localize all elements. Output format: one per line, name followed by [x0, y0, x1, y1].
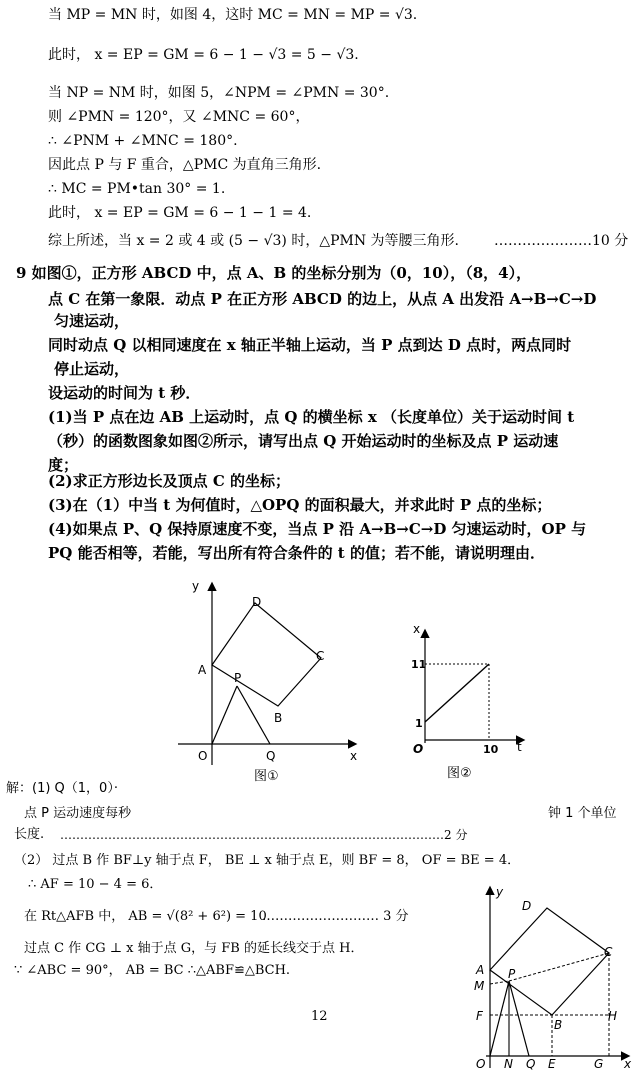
tick-1: 1 [415, 717, 423, 730]
solution-line: ∴ MC = PM•tan 30° = 1. [48, 181, 226, 197]
solution-line: 当 NP = NM 时，如图 5，∠NPM = ∠PMN = 30°. [48, 85, 390, 101]
figure-1 [170, 570, 370, 785]
label-e: E [548, 1057, 556, 1070]
problem-line: (4)如果点 P、Q 保持原速度不变，当点 P 沿 A→B→C→D 匀速运动时，OP 与 [48, 520, 587, 538]
segment-pq [237, 686, 270, 744]
label-y: y [192, 579, 200, 593]
label-o: O [476, 1057, 486, 1070]
label-q: Q [526, 1057, 536, 1070]
label-m: M [474, 979, 485, 993]
answer-line: ∵ ∠ABC = 90°， AB = BC ∴△ABF≌△BCH. [14, 963, 291, 978]
label-f: F [476, 1009, 483, 1023]
answer-line: 点 P 运动速度每秒 [24, 806, 132, 821]
answer-line: 在 Rt△AFB 中， AB = √(8² + 6²) = 10 [24, 909, 267, 924]
problem-line: 停止运动， [54, 360, 130, 378]
segment-op [212, 686, 237, 744]
problem-line: 9 如图①，正方形 ABCD 中，点 A、B 的坐标分别为（0，10），（8，4）， [16, 264, 532, 282]
label-h: H [608, 1009, 618, 1023]
solution-line: ∴ ∠PNM + ∠MNC = 180°. [48, 133, 238, 149]
answer-line: 钟 1 个单位 [548, 806, 617, 821]
label-b: B [274, 711, 283, 725]
solution-line: 当 MP = MN 时，如图 4，这时 MC = MN = MP = √3. [48, 7, 418, 23]
problem-line: （秒）的函数图象如图②所示，请写出点 Q 开始运动时的坐标及点 P 运动速 [48, 432, 559, 450]
problem-line: 度； [48, 456, 79, 474]
problem-line: 点 C 在第一象限．动点 P 在正方形 ABCD 的边上，从点 A 出发沿 A→B→C→D [48, 290, 597, 308]
answer-line: 长度. [14, 827, 45, 842]
figure-1-caption: 图① [254, 769, 279, 784]
label-y: y [496, 885, 504, 899]
label-p: P [234, 671, 242, 685]
answer-line: （2） 过点 B 作 BF⊥y 轴于点 F， BE ⊥ x 轴于点 E，则 BF = 8， OF = BE = 4． [14, 853, 521, 868]
label-d: D [252, 595, 262, 609]
figure-3 [466, 884, 636, 1070]
figure-2-caption: 图② [447, 766, 472, 780]
label-x: x [413, 622, 421, 636]
problem-line: (3)在（1）中当 t 为何值时，△OPQ 的面积最大，并求此时 P 点的坐标； [48, 496, 552, 514]
tick-11: 11 [411, 658, 427, 671]
problem-line: (2)求正方形边长及顶点 C 的坐标； [48, 472, 291, 490]
label-o: O [413, 742, 424, 756]
problem-line: PQ 能否相等，若能，写出所有符合条件的 t 的值；若不能，请说明理由． [48, 544, 545, 562]
solution-line: 则 ∠PMN = 120°，又 ∠MNC = 60°， [48, 109, 310, 125]
figure-2 [405, 615, 535, 780]
label-a: A [198, 663, 207, 677]
label-c: C [316, 649, 325, 663]
solution-line: 此时， x = EP = GM = 6 − 1 − √3 = 5 − √3. [48, 47, 359, 63]
page-number: 12 [311, 1009, 328, 1024]
problem-line: 匀速运动， [54, 312, 130, 330]
graph-line [425, 664, 489, 722]
score-marker: …………………10 分 [494, 233, 629, 249]
answer-line: 过点 C 作 CG ⊥ x 轴于点 G，与 FB 的延长线交于点 H． [24, 941, 364, 956]
tick-10: 10 [483, 743, 499, 756]
solution-line: 因此点 P 与 F 重合，△PMC 为直角三角形. [48, 157, 322, 173]
label-c: C [604, 945, 613, 959]
label-o: O [198, 749, 208, 763]
label-d: D [522, 899, 532, 913]
solution-line: 此时， x = EP = GM = 6 − 1 − 1 = 4. [48, 205, 312, 221]
label-x: x [350, 749, 358, 763]
label-n: N [504, 1057, 513, 1070]
label-p: P [508, 967, 516, 981]
segment-pq [509, 981, 529, 1056]
problem-line: 设运动的时间为 t 秒． [48, 384, 201, 402]
label-a: A [476, 963, 485, 977]
label-b: B [554, 1018, 563, 1032]
solution-line: 综上所述，当 x = 2 或 4 或 (5 − √3) 时，△PMN 为等腰三角形. [48, 233, 460, 249]
answer-line: 解：(1) Q（1，0）· [6, 781, 118, 796]
score-marker: ……………………… 3 分 [262, 909, 409, 924]
square-abcd [490, 908, 609, 1015]
segment-op [490, 981, 509, 1056]
label-t: t [517, 740, 522, 754]
problem-line: 同时动点 Q 以相同速度在 x 轴正半轴上运动，当 P 点到达 D 点时，两点同时 [48, 336, 572, 354]
score-marker: ……………………………………………………………………………………2 分 [60, 828, 468, 842]
answer-line: ∴ AF = 10 − 4 = 6． [28, 877, 163, 892]
label-x: x [624, 1057, 632, 1070]
dashed-m [490, 981, 509, 984]
problem-line: (1)当 P 点在边 AB 上运动时，点 Q 的横坐标 x （长度单位）关于运动时间 t [48, 408, 575, 426]
label-g: G [594, 1057, 604, 1070]
label-q: Q [266, 749, 276, 763]
square-abcd [212, 603, 321, 706]
dashed-pmc [509, 953, 609, 981]
